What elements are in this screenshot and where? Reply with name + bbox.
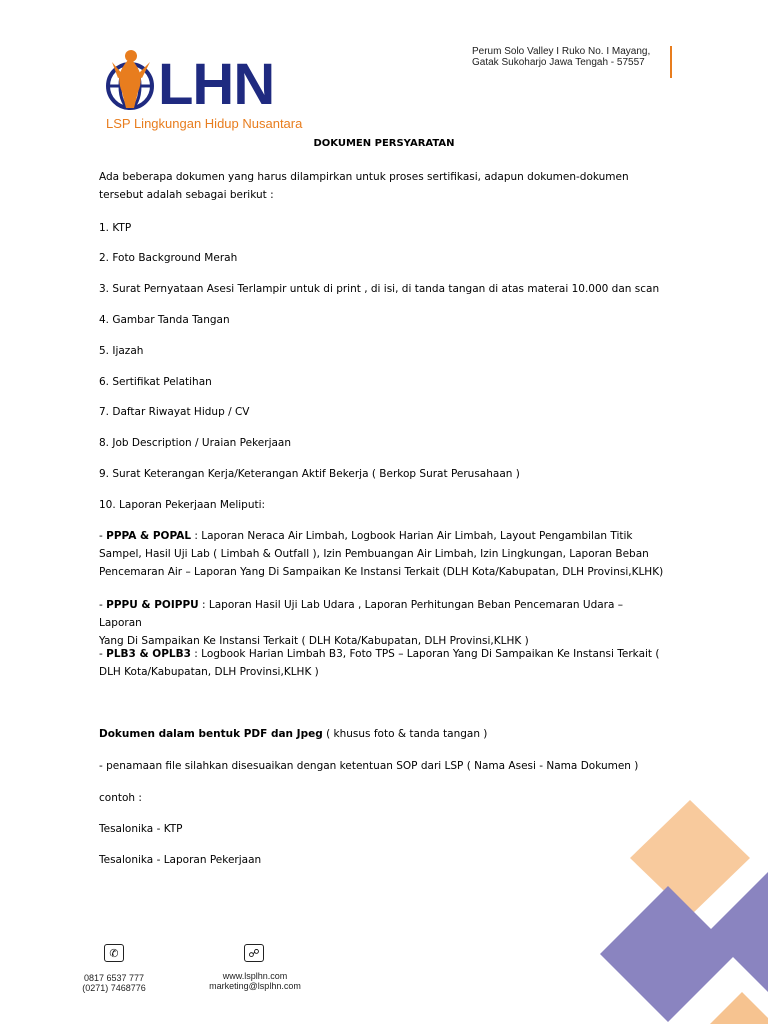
list-item: 6. Sertifikat Pelatihan: [99, 376, 212, 388]
decorative-diamonds: [590, 800, 768, 1024]
naming-note: - penamaan file silahkan disesuaikan dengan ketentuan SOP dari LSP ( Nama Asesi - Nama Dokumen ): [99, 760, 639, 772]
sub-item-text: : Laporan Hasil Uji Lab Udara , Laporan Perhitungan Beban Pencemaran Udara – Laporan: [99, 599, 624, 629]
list-item: 2. Foto Background Merah: [99, 252, 238, 264]
bullet: -: [99, 530, 107, 542]
format-note: [99, 725, 669, 743]
sub-item-line: DLH Kota/Kabupatan, DLH Provinsi,KLHK ): [99, 666, 319, 678]
format-note-bold: Dokumen dalam bentuk PDF dan Jpeg: [99, 728, 323, 740]
email-link[interactable]: marketing@lsplhn.com: [209, 981, 301, 991]
decor-diamond-orange: [630, 800, 750, 916]
bullet: -: [99, 599, 107, 611]
lsp-logo: [104, 48, 304, 134]
format-note-rest: ( khusus foto & tanda tangan ): [322, 728, 488, 740]
sub-item-text: : Logbook Harian Limbah B3, Foto TPS – Laporan Yang Di Sampaikan Ke Instansi Terkait (: [190, 648, 660, 660]
sub-item-line: Pencemaran Air – Laporan Yang Di Sampaikan Ke Instansi Terkait (DLH Kota/Kabupatan, DLH Provinsi,KLHK): [99, 566, 664, 578]
phone-number: 0817 6537 777: [83, 973, 145, 983]
document-title: DOKUMEN PERSYARATAN: [313, 138, 455, 149]
logo-subtitle: LSP Lingkungan Hidup Nusantara: [106, 116, 303, 131]
sub-item-pppa: [99, 527, 669, 581]
example-item: Tesalonika - KTP: [99, 823, 183, 835]
footer-web: [200, 971, 310, 991]
website-link[interactable]: www.lsplhn.com: [222, 971, 288, 981]
footer-phone: [74, 973, 154, 993]
list-item: 4. Gambar Tanda Tangan: [99, 314, 230, 326]
bullet: -: [99, 648, 107, 660]
sub-item-label: PLB3 & OPLB3: [106, 648, 191, 660]
sub-item-line: [99, 527, 669, 545]
list-item: 5. Ijazah: [99, 345, 144, 357]
phone-icon: ✆: [104, 944, 124, 962]
intro-line: tersebut adalah sebagai berikut :: [99, 189, 274, 201]
list-item: 8. Job Description / Uraian Pekerjaan: [99, 437, 292, 449]
address-line: Perum Solo Valley I Ruko No. I Mayang,: [472, 46, 651, 57]
list-item: 1. KTP: [99, 222, 132, 234]
globe-figure-icon: [104, 48, 166, 118]
decor-diamond-purple-right: [708, 872, 768, 992]
sub-item-line: Sampel, Hasil Uji Lab ( Limbah & Outfall ), Izin Pembuangan Air Limbah, Izin Lingkungan, Laporan Beban: [99, 548, 649, 560]
sub-item-label: PPPU & POIPPU: [106, 599, 199, 611]
sub-item-label: PPPA & POPAL: [106, 530, 192, 542]
sub-item-plb3: [99, 645, 669, 681]
address-line: Gatak Sukoharjo Jawa Tengah - 57557: [472, 57, 645, 68]
sub-item-text: : Laporan Neraca Air Limbah, Logbook Harian Air Limbah, Layout Pengambilan Titik: [191, 530, 633, 542]
example-label: contoh :: [99, 792, 142, 804]
logo-wordmark: LHN: [158, 52, 275, 117]
decor-diamond-purple: [600, 886, 736, 1022]
intro-line: Ada beberapa dokumen yang harus dilampirkan untuk proses sertifikasi, adapun dokumen-dokumen: [99, 171, 629, 183]
list-item: 9. Surat Keterangan Kerja/Keterangan Aktif Bekerja ( Berkop Surat Perusahaan ): [99, 468, 520, 480]
example-item: Tesalonika - Laporan Pekerjaan: [99, 854, 262, 866]
sub-item-line: [99, 645, 669, 663]
phone-number: (0271) 7468776: [82, 983, 146, 993]
list-item: 3. Surat Pernyataan Asesi Terlampir untuk di print , di isi, di tanda tangan di atas materai 10.000 dan scan: [99, 283, 660, 295]
company-address: [472, 46, 672, 78]
list-item: 10. Laporan Pekerjaan Meliputi:: [99, 499, 266, 511]
intro-paragraph: [99, 168, 669, 204]
sub-item-pppu: [99, 596, 669, 650]
sub-item-line: Yang Di Sampaikan Ke Instansi Terkait ( DLH Kota/Kabupatan, DLH Provinsi,KLHK ): [99, 635, 529, 647]
globe-icon: ☍: [244, 944, 264, 962]
decor-diamond-orange-bottom: [710, 992, 768, 1024]
list-item: 7. Daftar Riwayat Hidup / CV: [99, 406, 250, 418]
sub-item-line: [99, 596, 669, 632]
